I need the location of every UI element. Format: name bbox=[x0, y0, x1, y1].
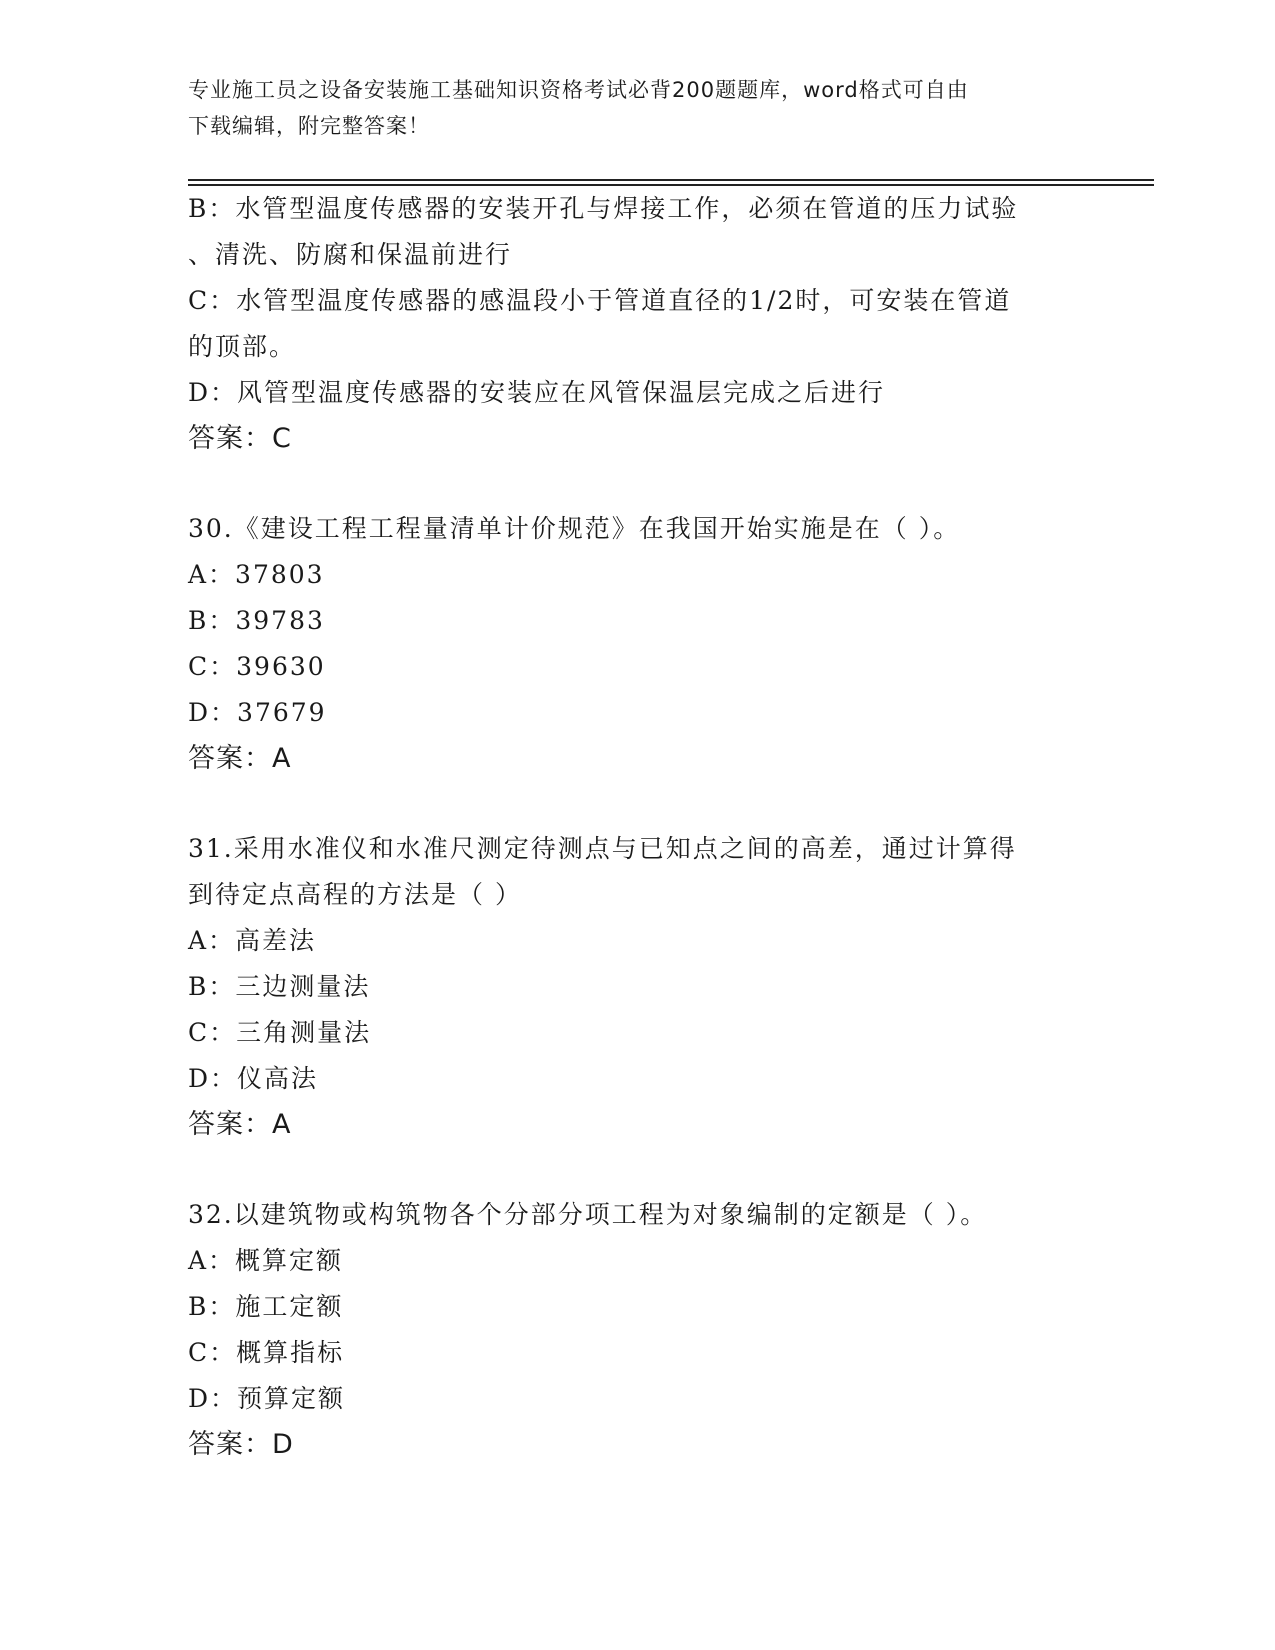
option-d: D：风管型温度传感器的安装应在风管保温层完成之后进行 bbox=[188, 378, 886, 407]
option-c-line-1: C：水管型温度传感器的感温段小于管道直径的1/2时，可安装在管道 bbox=[188, 286, 1012, 315]
answer-line: 答案：C bbox=[188, 423, 292, 454]
option-a: A：37803 bbox=[188, 560, 325, 589]
option-a: A：高差法 bbox=[188, 926, 317, 955]
option-c: C：概算指标 bbox=[188, 1338, 345, 1367]
answer-line: 答案：A bbox=[188, 1109, 292, 1140]
question-stem-line-1: 31.采用水准仪和水准尺测定待测点与已知点之间的高差，通过计算得 bbox=[188, 834, 1017, 863]
question-stem-line-2: 到待定点高程的方法是（ ） bbox=[188, 880, 522, 909]
header-line-2: 下载编辑，附完整答案！ bbox=[188, 114, 430, 138]
option-b: B：三边测量法 bbox=[188, 972, 371, 1001]
document-header bbox=[188, 72, 1068, 144]
question-29-continued bbox=[188, 186, 1088, 462]
question-31 bbox=[188, 826, 1088, 1148]
option-d: D：预算定额 bbox=[188, 1384, 346, 1413]
question-stem: 32.以建筑物或构筑物各个分部分项工程为对象编制的定额是（ ）。 bbox=[188, 1200, 988, 1229]
option-b: B：39783 bbox=[188, 606, 325, 635]
option-d: D：37679 bbox=[188, 698, 327, 727]
header-line-1: 专业施工员之设备安装施工基础知识资格考试必背200题题库，word格式可自由 bbox=[188, 78, 969, 102]
question-stem: 30.《建设工程工程量清单计价规范》在我国开始实施是在（ ）。 bbox=[188, 514, 961, 543]
question-30 bbox=[188, 506, 1088, 782]
option-c: C：三角测量法 bbox=[188, 1018, 372, 1047]
option-a: A：概算定额 bbox=[188, 1246, 344, 1275]
option-b-line-2: 、清洗、防腐和保温前进行 bbox=[188, 240, 513, 269]
option-b: B：施工定额 bbox=[188, 1292, 344, 1321]
question-content bbox=[188, 186, 1088, 1468]
answer-line: 答案：D bbox=[188, 1429, 294, 1460]
header-rule-top bbox=[188, 179, 1154, 181]
option-c: C：39630 bbox=[188, 652, 326, 681]
answer-line: 答案：A bbox=[188, 743, 292, 774]
question-32 bbox=[188, 1192, 1088, 1468]
option-c-line-2: 的顶部。 bbox=[188, 332, 297, 361]
option-d: D：仪高法 bbox=[188, 1064, 319, 1093]
option-b-line-1: B：水管型温度传感器的安装开孔与焊接工作，必须在管道的压力试验 bbox=[188, 194, 1019, 223]
